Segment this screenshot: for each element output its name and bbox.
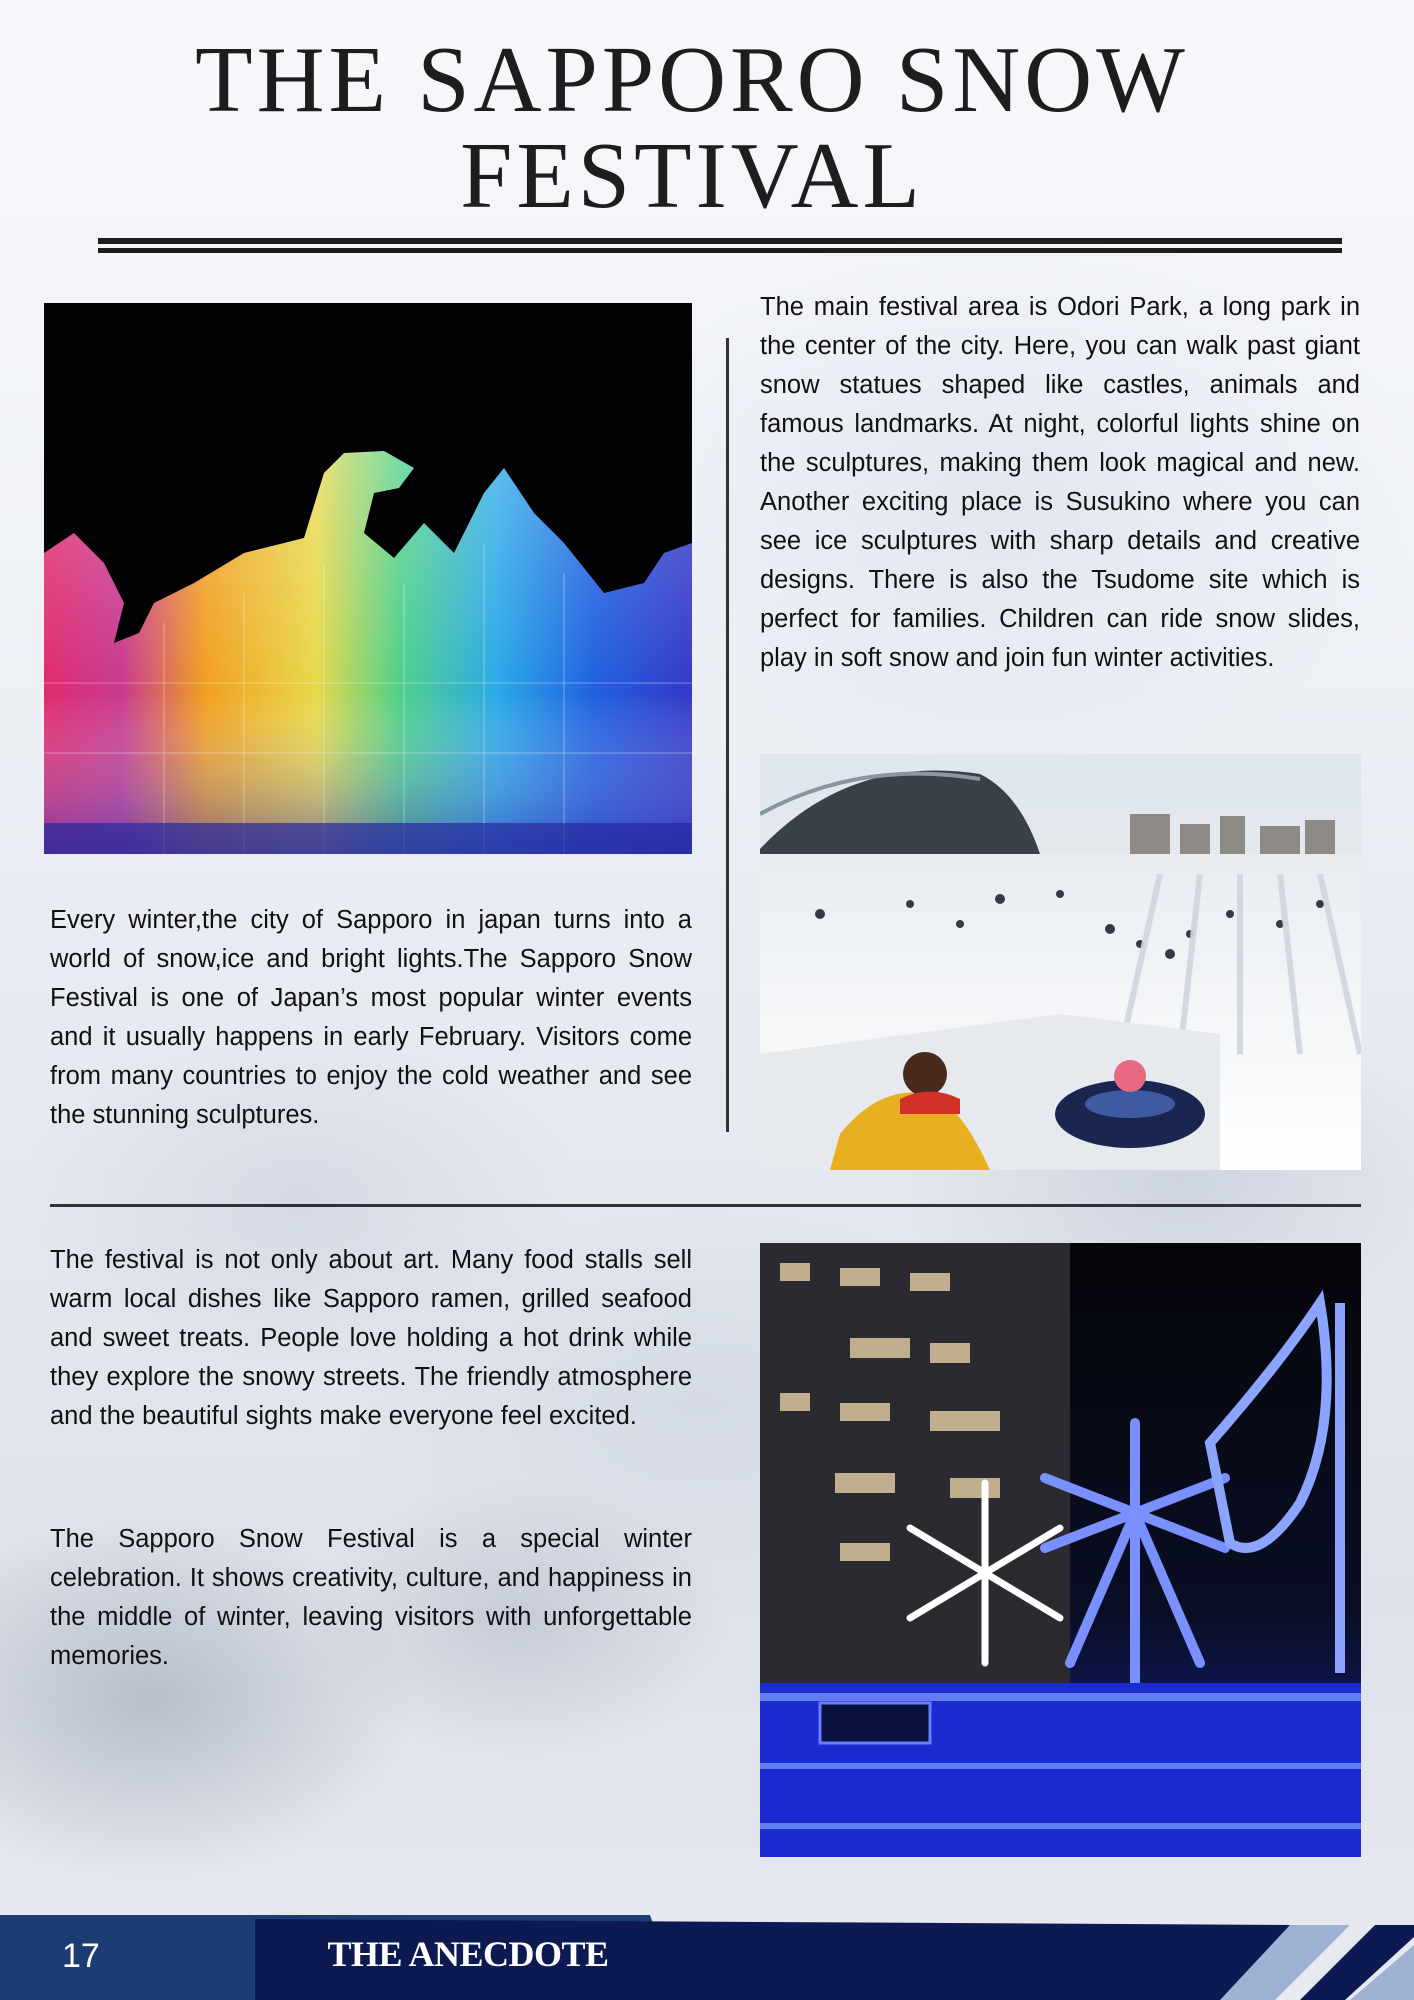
- closing-paragraph: The Sapporo Snow Festival is a special winter celebration. It shows creativity, culture, and happiness in the middle of winter, leaving visitors with unforgettable memories.: [50, 1525, 692, 1670]
- section-divider: [50, 1204, 1361, 1207]
- ice-sculpture-photo: [44, 303, 692, 854]
- snow-slide-photo: [760, 754, 1361, 1170]
- publication-name: THE ANECDOTE: [327, 1934, 609, 1974]
- page-number: 17: [62, 1937, 100, 1975]
- column-divider: [726, 338, 729, 1132]
- main-area-paragraph: The main festival area is Odori Park, a long park in the center of the city. Here, you can walk past giant snow statues shaped like castles, animals and famous landmarks. At night, colorful lights shine on the sculptures, making them look magical and new. Another exciting place is Susukino where you can see ice sculptures with sharp details and creative designs. There is also the Tsudome site which is perfect for families. Children can ride snow slides, play in soft snow and join fun winter activities.: [760, 293, 1360, 672]
- illumination-photo: [760, 1243, 1361, 1857]
- footer-band: [0, 1915, 1414, 2000]
- title-rule-thick: [98, 238, 1342, 244]
- intro-paragraph: Every winter,the city of Sapporo in japan turns into a world of snow,ice and bright lights.The Sapporo Snow Festival is one of Japan’s most popular winter events and it usually happens in early February. Visitors come from many countries to enjoy the cold weather and see the stunning sculptures.: [50, 906, 692, 1129]
- page-title: THE SAPPORO SNOW FESTIVAL: [195, 28, 1189, 228]
- food-paragraph: The festival is not only about art. Many food stalls sell warm local dishes like Sapporo ramen, grilled seafood and sweet treats. People love holding a hot drink while they explore the snowy streets. The friendly atmosphere and the beautiful sights make everyone feel excited.: [50, 1246, 692, 1430]
- title-rule-thin: [98, 248, 1342, 253]
